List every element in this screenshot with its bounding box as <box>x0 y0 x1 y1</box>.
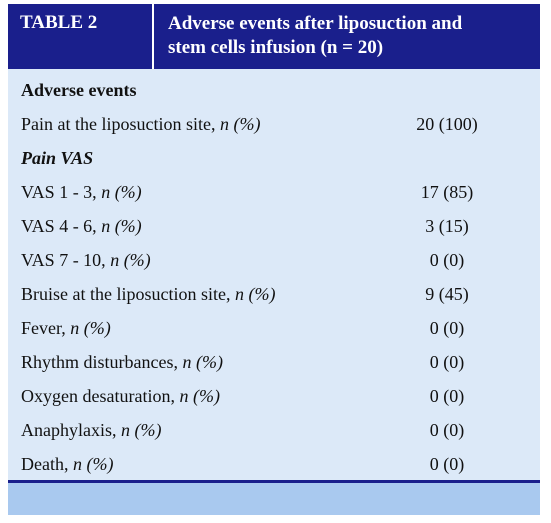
row-unit: n (%) <box>179 386 220 406</box>
table-number: TABLE 2 <box>8 4 154 69</box>
table-row <box>8 177 540 211</box>
row-label-text: Rhythm disturbances, <box>21 352 183 372</box>
table-row <box>8 381 540 415</box>
table-row <box>8 415 540 449</box>
row-value: 3 (15) <box>425 216 469 236</box>
row-label <box>21 250 151 271</box>
row-unit: n (%) <box>234 284 276 304</box>
table-title-line-2: stem cells infusion (n = 20) <box>168 37 384 58</box>
row-label-text: Fever, <box>21 318 71 338</box>
table-row <box>8 347 540 381</box>
row-value: 0 (0) <box>429 420 465 440</box>
row-value: 0 (0) <box>429 318 465 338</box>
table-row <box>8 449 540 483</box>
row-label <box>21 182 142 203</box>
row-value: 9 (45) <box>425 284 469 304</box>
row-value: 17 (85) <box>420 182 474 202</box>
row-unit: n (%) <box>182 352 223 372</box>
row-label <box>21 318 111 339</box>
table-body <box>8 69 540 480</box>
row-value: 0 (0) <box>429 352 465 372</box>
row-label <box>21 114 260 135</box>
row-value: 0 (0) <box>429 250 465 270</box>
table-row <box>8 245 540 279</box>
row-label-text: VAS 4 - 6, <box>21 216 102 236</box>
row-label-text: Anaphylaxis, <box>21 420 121 440</box>
row-label-text: Bruise at the liposuction site, <box>21 284 235 304</box>
row-label <box>21 352 223 373</box>
row-label <box>21 454 113 475</box>
table-row <box>8 143 540 177</box>
row-label <box>21 420 161 441</box>
table-row <box>8 109 540 143</box>
row-label-text: Pain VAS <box>21 148 94 168</box>
row-unit: n (%) <box>110 250 151 270</box>
table-row <box>8 313 540 347</box>
row-label <box>21 284 275 305</box>
row-label-text: VAS 1 - 3, <box>21 182 102 202</box>
row-unit: n (%) <box>101 182 142 202</box>
row-unit: n (%) <box>70 318 111 338</box>
row-value: 0 (0) <box>429 454 465 474</box>
row-unit: n (%) <box>120 420 162 440</box>
row-unit: n (%) <box>101 216 142 236</box>
row-label-text: Death, <box>21 454 73 474</box>
row-label-text: Oxygen desaturation, <box>21 386 180 406</box>
row-unit: n (%) <box>219 114 261 134</box>
row-label-text: VAS 7 - 10, <box>21 250 111 270</box>
row-label <box>21 216 142 237</box>
row-label <box>21 148 93 169</box>
table-row <box>8 279 540 313</box>
row-value: 0 (0) <box>429 386 465 406</box>
table-title-line-1: Adverse events after liposuction and <box>168 13 463 34</box>
row-value: 20 (100) <box>416 114 478 134</box>
table-row <box>8 211 540 245</box>
row-label <box>21 386 220 407</box>
row-label-text: Adverse events <box>21 80 137 100</box>
row-label <box>21 80 136 101</box>
table-header <box>8 4 540 69</box>
table-footer <box>8 483 540 515</box>
row-unit: n (%) <box>72 454 114 474</box>
table-row <box>8 75 540 109</box>
row-label-text: Pain at the liposuction site, <box>21 114 220 134</box>
table-title <box>168 12 538 60</box>
adverse-events-table <box>8 4 540 515</box>
